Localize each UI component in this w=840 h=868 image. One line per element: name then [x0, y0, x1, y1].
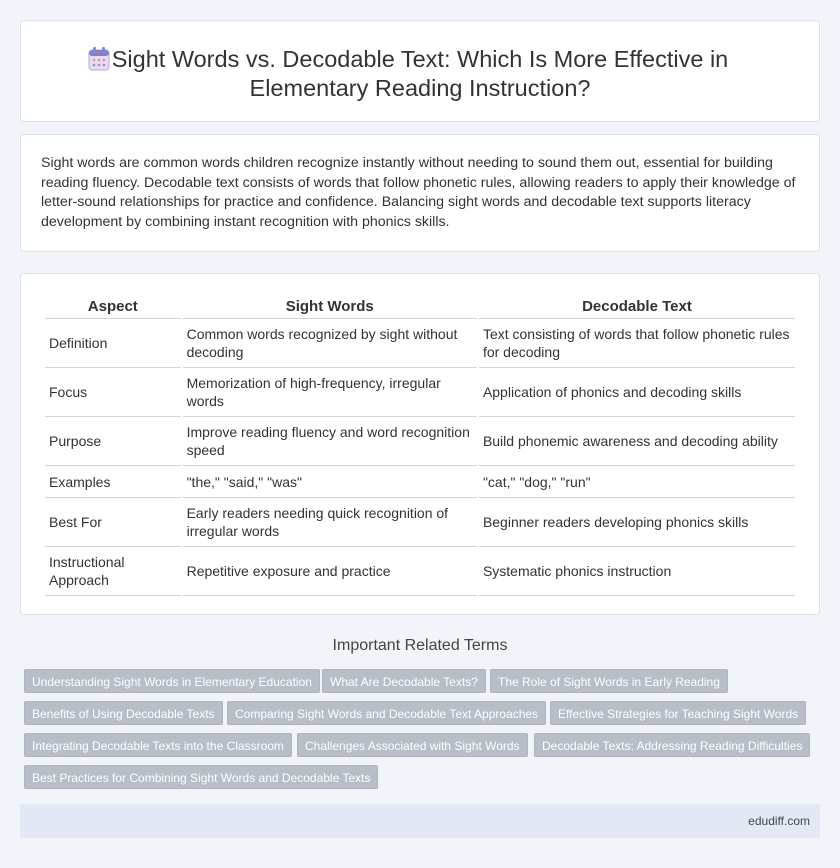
- related-terms-heading: Important Related Terms: [332, 637, 508, 654]
- intro-paragraph: Sight words are common words children recognize instantly without needing to sound them out, essential for building reading fluency. Decodable text consists of words that follow phonetic rules, allowing readers to apply their knowledge of letter-sound relationships for practice and confidence. Balancing sight words and decodable text supports literacy development by combining instant recognition with phonics skills.: [41, 155, 796, 230]
- title-card: [20, 20, 820, 122]
- table-row: [45, 547, 795, 596]
- table-cell: Text consisting of words that follow phonetic rules for decoding: [479, 319, 795, 368]
- table-cell: Best For: [45, 498, 181, 547]
- table-cell: "cat," "dog," "run": [479, 466, 795, 498]
- related-term-tag[interactable]: Understanding Sight Words in Elementary Education: [24, 669, 320, 693]
- table-cell: Repetitive exposure and practice: [183, 547, 477, 596]
- table-cell: "the," "said," "was": [183, 466, 477, 498]
- table-cell: Memorization of high-frequency, irregular words: [183, 368, 477, 417]
- related-term-tag[interactable]: Integrating Decodable Texts into the Classroom: [24, 733, 292, 757]
- table-cell: Beginner readers developing phonics skills: [479, 498, 795, 547]
- table-cell: Systematic phonics instruction: [479, 547, 795, 596]
- header-sight-words: Sight Words: [183, 296, 477, 319]
- table-row: [45, 368, 795, 417]
- related-term-tag[interactable]: Effective Strategies for Teaching Sight Words: [550, 701, 806, 725]
- page-title-line2: Elementary Reading Instruction?: [249, 75, 591, 101]
- table-cell: Instructional Approach: [45, 547, 181, 596]
- table-row: [45, 319, 795, 368]
- intro-card: [20, 134, 820, 252]
- page-title-line1: Sight Words vs. Decodable Text: Which Is More Effective in: [111, 46, 729, 72]
- related-term-tag[interactable]: Benefits of Using Decodable Texts: [24, 701, 223, 725]
- related-term-tag[interactable]: What Are Decodable Texts?: [322, 669, 486, 693]
- table-cell: Application of phonics and decoding skills: [479, 368, 795, 417]
- comparison-card: [20, 273, 820, 615]
- table-cell: Build phonemic awareness and decoding ability: [479, 417, 795, 466]
- related-term-tag[interactable]: Decodable Texts: Addressing Reading Difficulties: [534, 733, 810, 757]
- related-term-tag[interactable]: Comparing Sight Words and Decodable Text Approaches: [227, 701, 546, 725]
- related-term-tag[interactable]: Best Practices for Combining Sight Words and Decodable Texts: [24, 765, 378, 789]
- header-decodable-text: Decodable Text: [479, 296, 795, 319]
- related-term-tag[interactable]: Challenges Associated with Sight Words: [297, 733, 528, 757]
- footer: [20, 804, 820, 838]
- table-row: [45, 466, 795, 498]
- table-cell: Focus: [45, 368, 181, 417]
- table-cell: Definition: [45, 319, 181, 368]
- related-term-tag[interactable]: The Role of Sight Words in Early Reading: [490, 669, 728, 693]
- page-title: [21, 45, 819, 103]
- table-cell: Examples: [45, 466, 181, 498]
- table-cell: Early readers needing quick recognition of irregular words: [183, 498, 477, 547]
- table-cell: Improve reading fluency and word recognition speed: [183, 417, 477, 466]
- header-aspect: Aspect: [45, 296, 181, 319]
- footer-site-link[interactable]: edudiff.com: [748, 814, 810, 828]
- comparison-table: [43, 296, 797, 596]
- table-row: [45, 417, 795, 466]
- table-cell: Common words recognized by sight without decoding: [183, 319, 477, 368]
- table-cell: Purpose: [45, 417, 181, 466]
- table-row: [45, 498, 795, 547]
- table-header-row: [45, 296, 795, 319]
